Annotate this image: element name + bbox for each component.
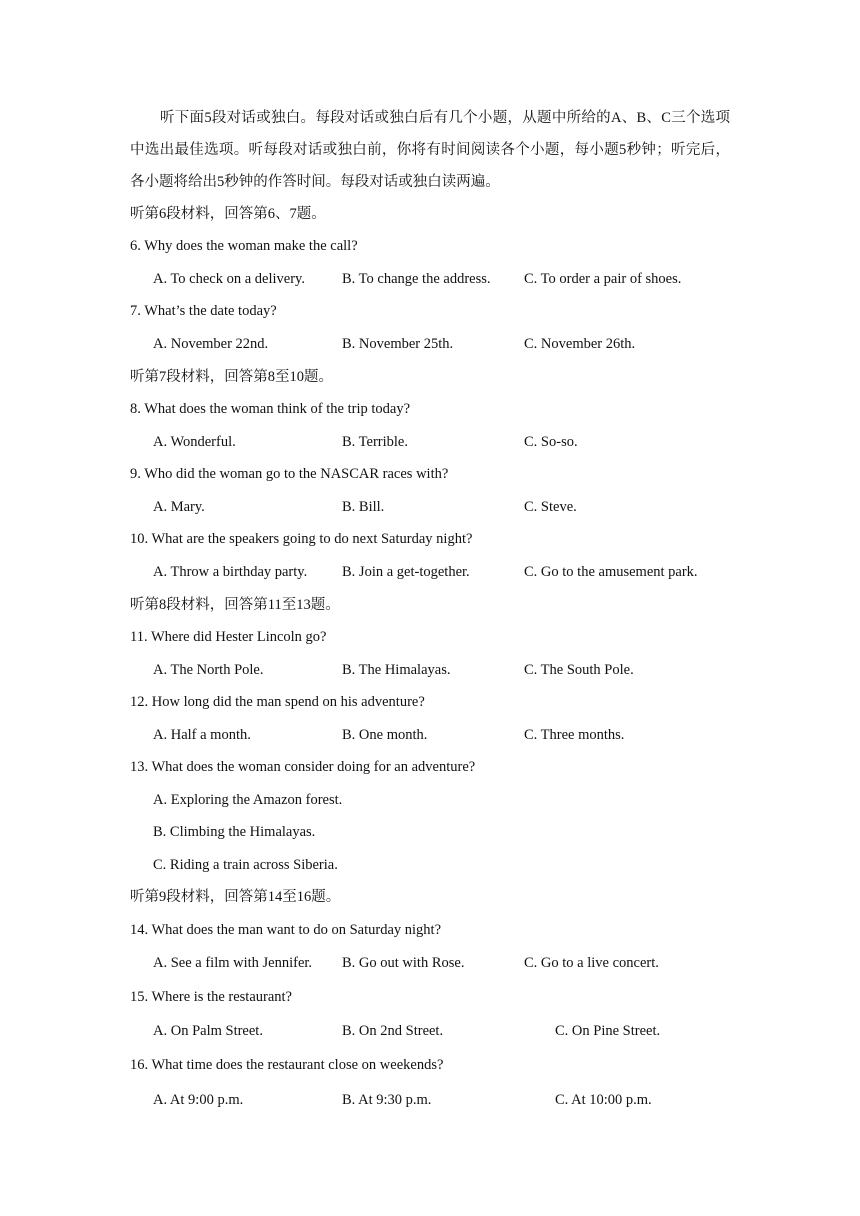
option-c: C. November 26th. <box>524 336 636 352</box>
option-a: A. See a film with Jennifer. <box>153 955 313 971</box>
question-text: 9. Who did the woman go to the NASCAR races with? <box>130 466 449 482</box>
question-text: 16. What time does the restaurant close on weekends? <box>130 1057 444 1073</box>
question-text: 13. What does the woman consider doing for an adventure? <box>130 759 476 775</box>
option-a: A. Throw a birthday party. <box>153 564 308 580</box>
option-a: A. Exploring the Amazon forest. <box>153 792 343 808</box>
option-a: A. Wonderful. <box>153 434 236 450</box>
option-b: B. Join a get-together. <box>342 564 470 580</box>
question-text: 14. What does the man want to do on Saturday night? <box>130 922 442 938</box>
question-text: 12. How long did the man spend on his adventure? <box>130 694 425 710</box>
option-b: B. Bill. <box>342 499 385 515</box>
option-c: C. Go to a live concert. <box>524 955 659 971</box>
question-text: 11. Where did Hester Lincoln go? <box>130 629 327 645</box>
question-text: 8. What does the woman think of the trip today? <box>130 401 411 417</box>
option-b: B. The Himalayas. <box>342 662 451 678</box>
option-b: B. One month. <box>342 727 428 743</box>
option-a: A. Half a month. <box>153 727 251 743</box>
option-a: A. On Palm Street. <box>153 1023 263 1039</box>
option-a: A. To check on a delivery. <box>153 271 305 287</box>
option-c: C. On Pine Street. <box>555 1023 661 1039</box>
option-c: C. Go to the amusement park. <box>524 564 698 580</box>
option-b: B. To change the address. <box>342 271 491 287</box>
option-b: B. Terrible. <box>342 434 408 450</box>
option-c: C. Riding a train across Siberia. <box>153 857 338 873</box>
section-heading: 听第9段材料，回答第14至16题。 <box>130 889 341 905</box>
option-b: B. Go out with Rose. <box>342 955 465 971</box>
question-text: 7. What’s the date today? <box>130 303 277 319</box>
question-text: 6. Why does the woman make the call? <box>130 238 358 254</box>
option-c: C. The South Pole. <box>524 662 634 678</box>
option-c: C. Steve. <box>524 499 577 515</box>
section-heading: 听第7段材料，回答第8至10题。 <box>130 369 333 385</box>
option-c: C. Three months. <box>524 727 625 743</box>
option-b: B. At 9:30 p.m. <box>342 1092 432 1108</box>
option-b: B. November 25th. <box>342 336 454 352</box>
option-a: A. At 9:00 p.m. <box>153 1092 244 1108</box>
option-a: A. The North Pole. <box>153 662 264 678</box>
option-a: A. Mary. <box>153 499 205 515</box>
question-text: 15. Where is the restaurant? <box>130 989 292 1005</box>
option-b: B. Climbing the Himalayas. <box>153 824 316 840</box>
option-c: C. So-so. <box>524 434 578 450</box>
section-heading: 听第6段材料，回答第6、7题。 <box>130 206 326 222</box>
instructions-paragraph: 听下面5段对话或独白。每段对话或独白后有几个小题，从题中所给的A、B、C三个选项中选出最佳选项。听每段对话或独白前，你将有时间阅读各个小题，每小题5秒钟；听完后，各小题将给出5秒钟的作答时间。每段对话或独白读两遍。 <box>130 110 730 190</box>
option-c: C. To order a pair of shoes. <box>524 271 682 287</box>
section-heading: 听第8段材料，回答第11至13题。 <box>130 597 340 613</box>
option-c: C. At 10:00 p.m. <box>555 1092 652 1108</box>
question-text: 10. What are the speakers going to do next Saturday night? <box>130 531 473 547</box>
option-b: B. On 2nd Street. <box>342 1023 444 1039</box>
option-a: A. November 22nd. <box>153 336 269 352</box>
